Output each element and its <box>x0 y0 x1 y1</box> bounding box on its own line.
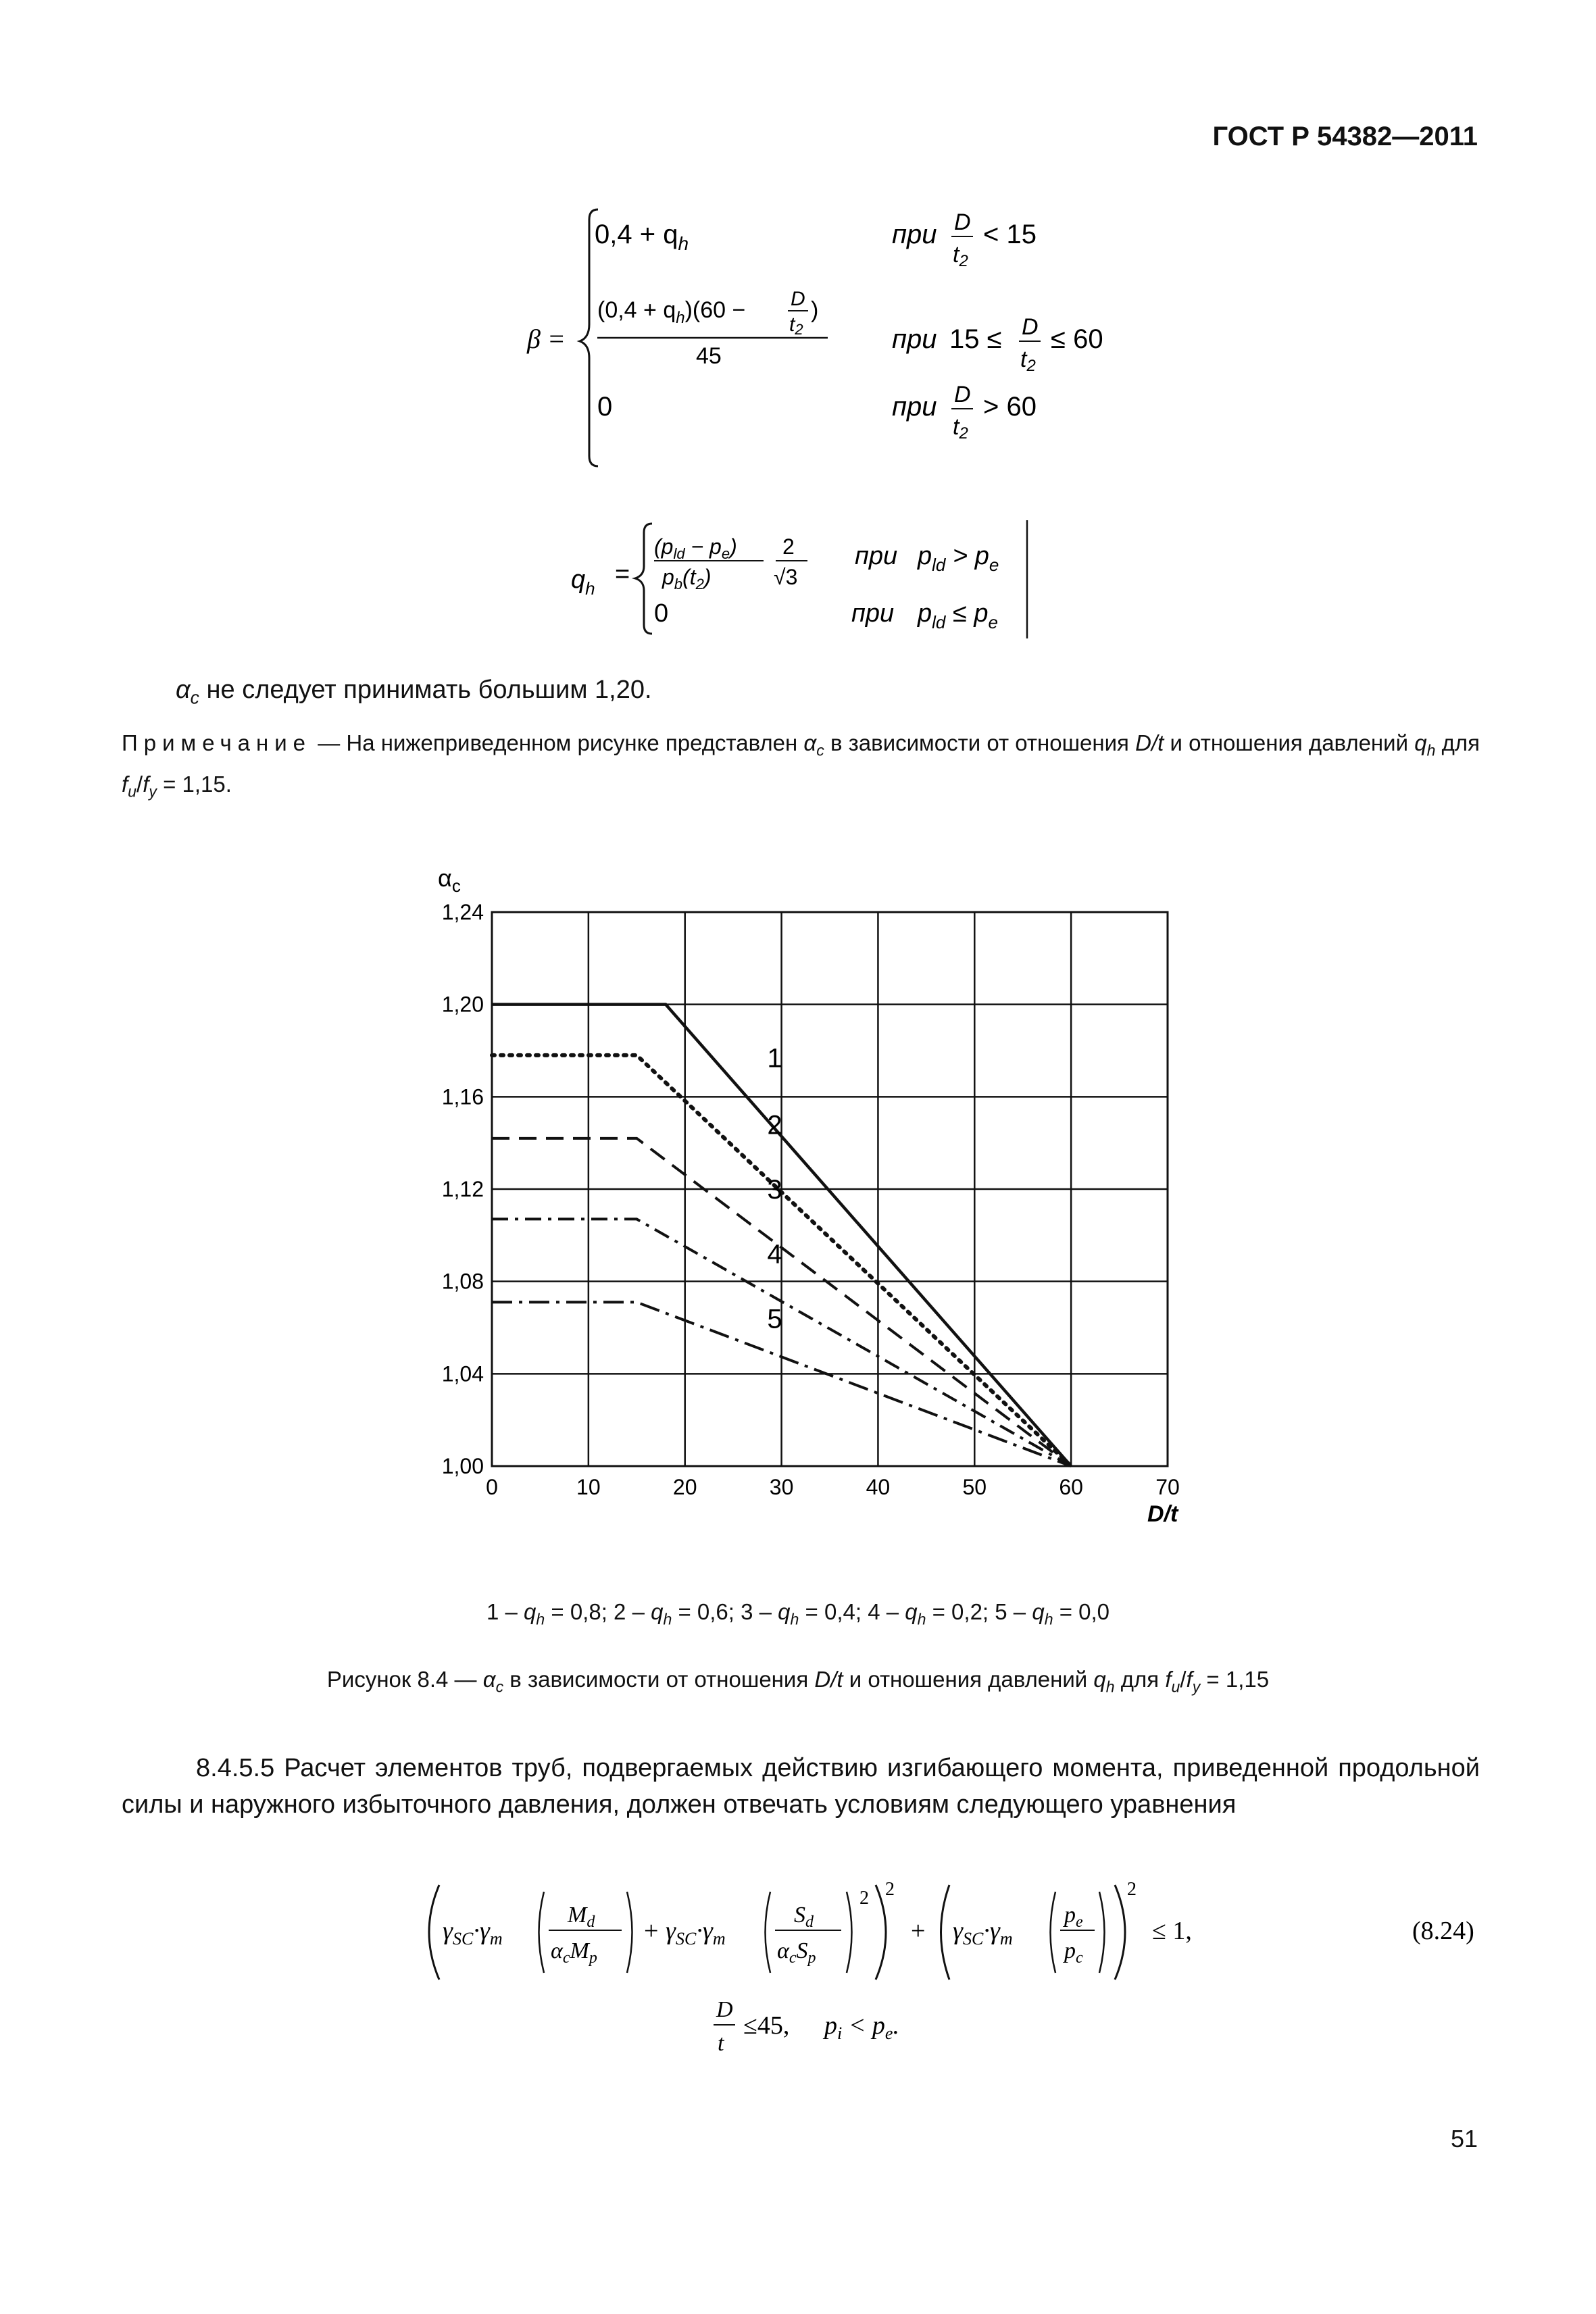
svg-text:≤45,: ≤45, <box>743 2011 790 2040</box>
beta-case2-pre: 15 ≤ <box>949 324 1002 354</box>
frac-den-3: t2 <box>1020 347 1036 375</box>
frac-den-2: t2 <box>789 313 803 338</box>
series-label-2: 2 <box>767 1110 782 1140</box>
legend-item: $1 - q_h = 0,8$; <box>486 1599 614 1628</box>
f1-acMp: $\alpha_cM_p$ <box>551 1938 597 1967</box>
qh-brace <box>635 524 652 634</box>
beta-case3-cond-word: при <box>892 392 937 422</box>
legend-item: $5 - q_h = 0,0$ <box>995 1599 1110 1628</box>
qh-lhs: $q_h$ <box>571 565 595 599</box>
y-tick-label: 1,16 <box>441 1084 484 1109</box>
qh-case1-cond-word: при <box>855 542 898 570</box>
x-tick-label: 50 <box>962 1475 987 1499</box>
x-tick-label: 10 <box>576 1475 601 1499</box>
beta-case3: 0 <box>597 392 613 422</box>
f2-gsc: $\gamma_{SC}\cdot\gamma_m$ <box>666 1917 726 1948</box>
y-tick-label: 1,24 <box>441 900 484 924</box>
f3-gsc: $\gamma_{SC}\cdot\gamma_m$ <box>953 1917 1013 1948</box>
beta-case2-cond-word: при <box>892 324 937 354</box>
x-tick-label: 70 <box>1155 1475 1180 1499</box>
frac-num-1: D <box>954 209 971 235</box>
svg-text:): ) <box>811 297 819 323</box>
svg-text:≤ 1,: ≤ 1, <box>1152 1917 1192 1945</box>
svg-text:+: + <box>911 1917 926 1945</box>
alpha-limit-text: $\alpha_c$ не следует принимать большим 1,20. <box>176 676 652 708</box>
chart-legend <box>0 1594 1596 1637</box>
series-label-4: 4 <box>767 1239 782 1269</box>
beta-case2-rel: ≤ 60 <box>1051 324 1103 354</box>
beta-case1: $0,4 + q_h$ <box>595 220 689 254</box>
frac-den-1: t2 <box>953 242 968 270</box>
frac-num-2: D <box>791 288 805 310</box>
beta-case1-rel: < 15 <box>983 220 1037 249</box>
f1-gsc: $\gamma_{SC}\cdot\gamma_m$ <box>443 1917 503 1948</box>
qh-eq: = <box>615 560 630 588</box>
svg-text:+: + <box>644 1917 659 1945</box>
x-axis-label: D/t <box>1147 1501 1178 1527</box>
qh-case2-cond-word: при <box>851 599 895 628</box>
legend-item: $2 - q_h = 0,6$; <box>614 1599 741 1628</box>
x-tick-label: 0 <box>486 1475 498 1499</box>
f1-Md: $M_d$ <box>568 1903 595 1931</box>
legend-item: $4 - q_h = 0,2$; <box>868 1599 995 1628</box>
y-axis-symbol: $\alpha_c$ <box>438 864 461 896</box>
frac-num-3: D <box>1022 314 1039 340</box>
series-label-5: 5 <box>767 1304 782 1334</box>
x-tick-label: 60 <box>1059 1475 1083 1499</box>
formulas-top <box>0 0 1596 649</box>
series-label-3: 3 <box>767 1175 782 1205</box>
beta-lhs: β = <box>527 324 566 354</box>
formula-beta <box>526 209 1103 466</box>
svg-text:2: 2 <box>859 1888 869 1909</box>
svg-text:t: t <box>718 2031 724 2056</box>
document-header: ГОСТ Р 54382—2011 <box>1212 122 1478 151</box>
alpha-c-chart <box>0 845 1596 1588</box>
y-tick-label: 1,00 <box>441 1454 484 1478</box>
section-paragraph: 8.4.5.5 Расчет элементов труб, подвергаемых действию изгибающего момента, приведенной продольной силы и наружного избыточного давления, должен отвечать условиям следующего уравнения <box>122 1754 1480 1819</box>
svg-text:2: 2 <box>1127 1879 1137 1900</box>
equation-number: (8.24) <box>1412 1917 1474 1945</box>
qh-sqrt3: √3 <box>774 565 798 589</box>
figure-caption: Рисунок 8.4 — $\alpha_c$ в зависимости от отношения D/t и отношения давлений $q_h$ для $f_u/f_y = 1,15$ <box>326 1667 1270 1696</box>
svg-text:2: 2 <box>885 1879 895 1900</box>
x-tick-label: 20 <box>672 1475 697 1499</box>
beta-case1-cond-word: при <box>892 220 937 249</box>
qh-two: 2 <box>782 534 795 559</box>
formula-8-24 <box>0 1865 1596 2067</box>
qh-case2-cond: $p_{ld} \le p_e$ <box>918 599 998 632</box>
f2-acSp: $\alpha_cS_p$ <box>777 1938 816 1967</box>
frac-num-4: D <box>954 382 971 407</box>
y-tick-label: 1,12 <box>441 1177 484 1201</box>
cond-pi: $p_i < p_e$. <box>824 2011 899 2043</box>
legend-item: $3 - q_h = 0,4$; <box>741 1599 868 1628</box>
svg-text:D: D <box>716 1997 733 2022</box>
qh-case1-num: $(p_{ld} - p_e)$ <box>654 534 737 562</box>
x-tick-label: 30 <box>769 1475 794 1499</box>
page-number: 51 <box>1450 2125 1478 2153</box>
formula-qh <box>571 520 1027 638</box>
beta-case3-rel: > 60 <box>983 392 1037 422</box>
f3-pc: $p_c$ <box>1064 1938 1083 1967</box>
beta-case2-den: 45 <box>696 343 722 369</box>
beta-case2-num: $(0,4 + q_h)(60$ − <box>597 297 746 327</box>
y-tick-label: 1,04 <box>441 1361 484 1386</box>
qh-case1-den: $p_b(t_2)$ <box>662 565 712 593</box>
frac-den-4: t2 <box>953 414 968 443</box>
y-tick-label: 1,20 <box>441 992 484 1017</box>
x-tick-label: 40 <box>866 1475 891 1499</box>
f2-Sd: $S_d$ <box>794 1903 814 1931</box>
note-paragraph: Примечание — На нижеприведенном рисунке представлен $\alpha_c$ в зависимости от отношения D/t и отношения давлений $q_h$ для $f_u/f_y = 1,15$. <box>122 730 1480 801</box>
f3-pe: $p_e$ <box>1064 1903 1083 1931</box>
qh-case1-cond: $p_{ld} > p_e$ <box>918 542 999 575</box>
qh-case2: 0 <box>654 599 669 628</box>
chart-ticks <box>442 900 1180 1499</box>
series-label-1: 1 <box>767 1043 782 1074</box>
y-tick-label: 1,08 <box>441 1269 484 1294</box>
